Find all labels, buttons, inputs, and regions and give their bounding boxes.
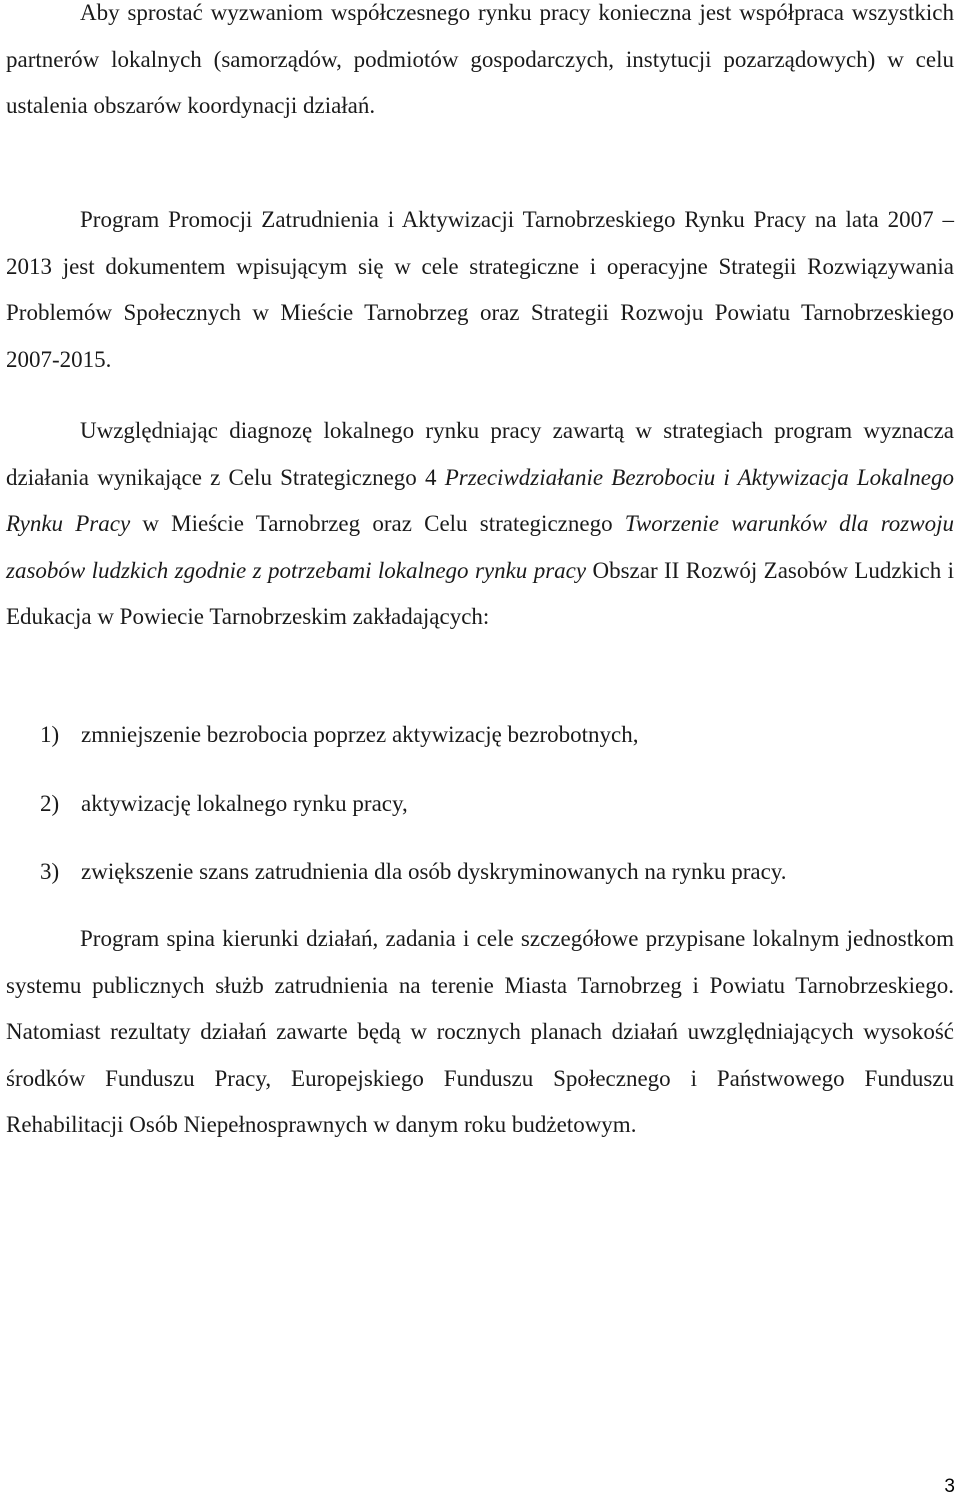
paragraph-strategic-goals-text-3: Obszar II Rozwój Zasobów Ludzkich i Edukacja w Powiecie Tarnobrzeskim zakładających: (6, 557, 954, 629)
paragraph-strategic-goals (6, 408, 954, 641)
paragraph-cooperation: Aby sprostać wyzwaniom współczesnego rynku pracy konieczna jest współpraca wszystkich partnerów lokalnych (samorządów, podmiotów gospodarczych, instytucji pozarządowych) w celu ustalenia obszarów koordynacji działań. (6, 0, 954, 118)
list-item-text: zmniejszenie bezrobocia poprzez aktywizację bezrobotnych, (81, 722, 639, 747)
goal-title-italic-1: Przeciwdziałanie Bezrobociu i Aktywizacja Lokalnego Rynku Pracy (6, 464, 954, 536)
paragraph-strategic-goals-text-2: w Mieście Tarnobrzeg oraz Celu strategicznego (130, 511, 625, 536)
list-item-text: zwiększenie szans zatrudnienia dla osób dyskryminowanych na rynku pracy. (81, 859, 787, 884)
paragraph-program-overview: Program Promocji Zatrudnienia i Aktywizacji Tarnobrzeskiego Rynku Pracy na lata 2007 – 2013 jest dokumentem wpisującym się w cele strategiczne i operacyjne Strategii Rozwiązywania Problemów Społecznych w Mieście Tarnobrzeg oraz Strategii Rozwoju Powiatu Tarnobrzeskiego 2007-2015. (6, 207, 954, 372)
page-number: 3 (944, 1476, 955, 1497)
paragraph-program-scope: Program spina kierunki działań, zadania i cele szczegółowe przypisane lokalnym jednostkom systemu publicznych służb zatrudnienia na terenie Miasta Tarnobrzeg i Powiatu Tarnobrzeskiego. Natomiast rezultaty działań zawarte będą w rocznych planach działań uwzględniających wysokość środków Funduszu Pracy, Europejskiego Funduszu Społecznego i Państwowego Funduszu Rehabilitacji Osób Niepełnosprawnych w danym roku budżetowym. (6, 926, 954, 1137)
list-item (40, 849, 954, 896)
goal-title-italic-2: Tworzenie warunków dla rozwoju zasobów ludzkich zgodnie z potrzebami lokalnego rynku pracy (6, 511, 954, 583)
list-item-text: aktywizację lokalnego rynku pracy, (81, 790, 408, 816)
list-item (40, 712, 954, 759)
objectives-list (40, 712, 954, 918)
list-item-number: 2) (40, 790, 60, 816)
list-item-number: 3) (40, 859, 60, 884)
list-item-number: 1) (40, 722, 60, 747)
list-item (40, 781, 954, 828)
paragraph-strategic-goals-text-1: Uwzględniając diagnozę lokalnego rynku pracy zawartą w strategiach program wyznacza działania wynikające z Celu Strategicznego 4 (6, 418, 954, 490)
